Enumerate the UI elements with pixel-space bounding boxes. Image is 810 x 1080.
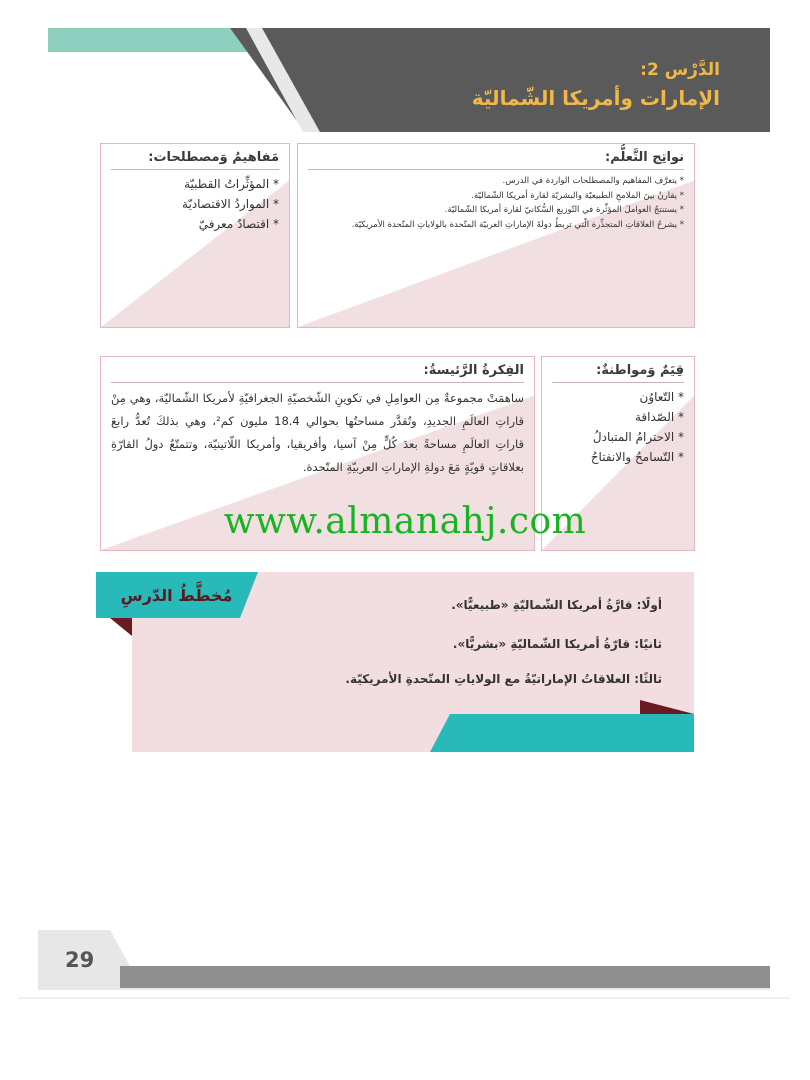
watermark: www.almanahj.com xyxy=(223,501,587,542)
learning-outcome-item: * يشرحُ العلاقاتِ المتجذِّرة الّتي تربطُ دولةَ الإماراتِ العربيّة المتّحدة بالولاياتِ المتّحدة الأمريكيّة. xyxy=(351,219,684,230)
outline-item: أولًا: قارَّةُ أمريكا الشّماليّةِ «طبيعيًّا». xyxy=(451,598,662,612)
values-heading: قِيَمٌ وَمواطنةٌ: xyxy=(552,363,684,383)
outline-tab-fold xyxy=(110,618,132,636)
footer-gray-band xyxy=(120,966,770,988)
lesson-title: الإمارات وأمريكا الشّماليّة xyxy=(471,86,720,110)
concept-item: * المواردُ الاقتصاديّة xyxy=(182,197,279,211)
learning-outcome-item: * يقارنُ بينَ الملامحِ الطبيعيّة والبشريّة لقارة أمريكا الشّماليّة. xyxy=(471,190,684,201)
outline-item: ثانيًا: قارّةُ أمريكا الشّماليّةِ «بشريًّا». xyxy=(452,637,662,651)
main-idea-text: ساهمَتْ مجموعةٌ مِن العوامِلِ في تكوينِ الشّخصيّةِ الجغرافيّةِ لأمريكا الشّماليّة، وهي مِنْ قاراتِ العالَمِ الجديدِ، وتُقدَّر مساحتُها بحوالي 18.4 مليون كم²، وهي بذلكَ تُعدُّ رابعَ قاراتِ العالَمِ مساحةً بعدَ كُلٍّ مِنْ آسيا، وأفريقيا، وأمريكا اللّاتينيّة، وتتمتّعُ دولُ القارّةِ بعلاقاتٍ قويّةٍ مَعَ دولةِ الإماراتِ العربيّةِ المتّحدة. xyxy=(111,391,525,474)
value-item: * الصّداقة xyxy=(634,410,684,424)
outline-bottom-band xyxy=(430,714,694,752)
concepts-heading: مَفاهيمُ وَمصطلحات: xyxy=(111,150,279,170)
outline-bottom-fold xyxy=(640,700,694,714)
outline-tab-label: مُخطَّطُ الدّرسِ xyxy=(120,586,233,605)
footer-bar xyxy=(0,930,810,1010)
concept-item: * المؤثِّراتُ القطبيّة xyxy=(184,177,279,191)
lesson-number: الدَّرْس 2: xyxy=(640,60,720,80)
learning-outcome-item: * يستنتجُ العواملَ المؤثِّرة في التّوزيع السُّكانيّ لقارة أمريكا الشّماليّة. xyxy=(444,205,684,215)
learning-outcome-item: * يتعرَّف المفاهيم والمصطلحات الواردة في الدرس. xyxy=(502,176,684,186)
learning-outcomes-heading: نواتِج التَّعلُّم: xyxy=(308,150,684,170)
concept-item: * اقتصادٌ معرفيّ xyxy=(198,217,279,231)
page-number: 29 xyxy=(65,948,95,972)
outline-item: ثالثًا: العلاقاتُ الإماراتيّةُ مع الولاياتِ المتّحدةِ الأمريكيّة. xyxy=(345,672,662,686)
main-idea-heading: الفِكرةُ الرَّئيسةُ: xyxy=(111,363,524,383)
value-item: * الاحترامُ المتبادلُ xyxy=(592,430,684,444)
value-item: * التّسامحُ والانفتاحُ xyxy=(590,450,684,464)
value-item: * التّعاوُن xyxy=(639,390,684,404)
